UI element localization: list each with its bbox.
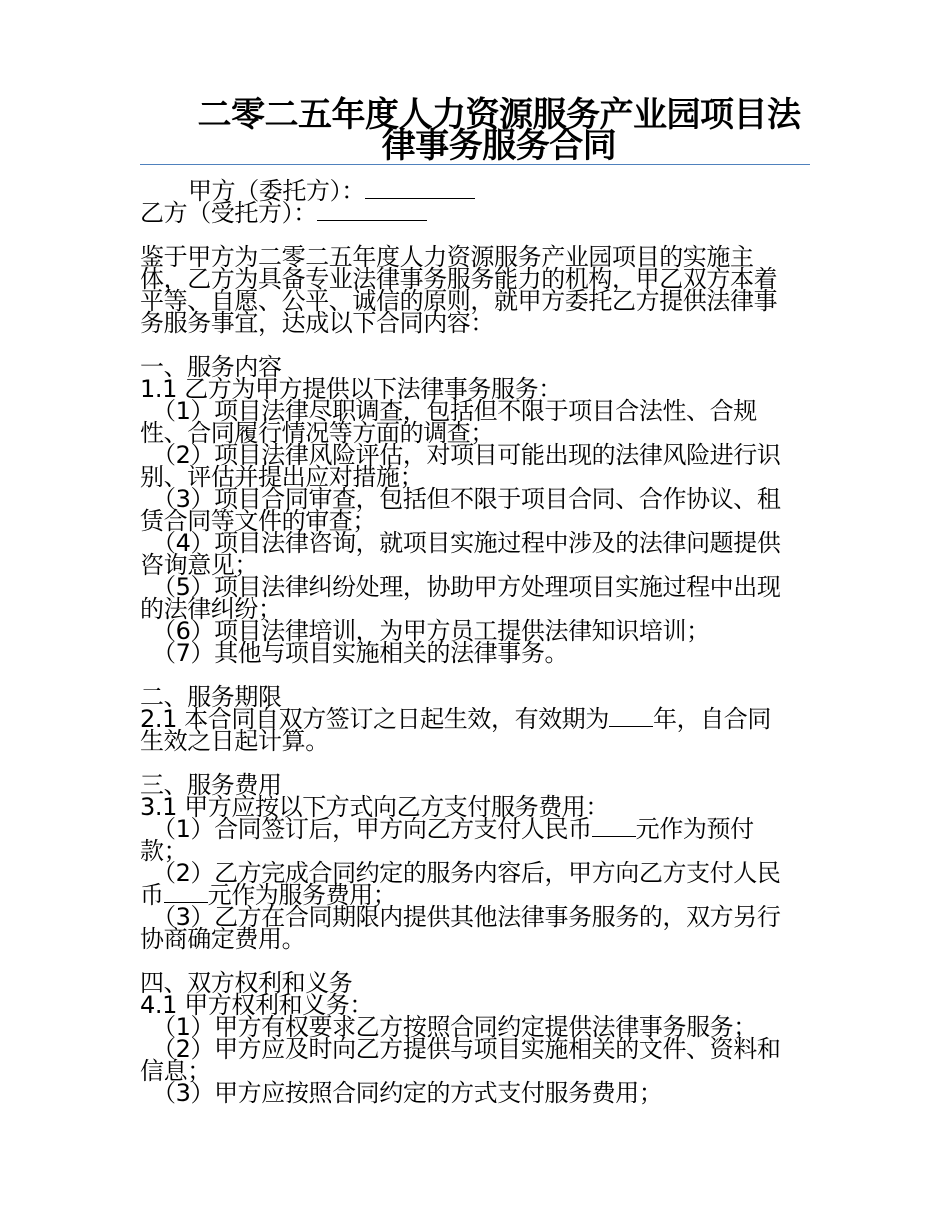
clause-text: 4.1 甲方权利和义务： [140, 991, 373, 1019]
list-item: （3）甲方应按照合同约定的方式支付服务费用； [152, 1079, 663, 1107]
document-body [140, 177, 820, 1107]
clause-fragment: 年，自合同 [653, 705, 771, 733]
preamble-line: 体，乙方为具备专业法律事务服务能力的机构，甲乙双方本着 [140, 265, 778, 293]
list-item: （2）项目法律风险评估，对项目可能出现的法律风险进行识 [152, 441, 781, 469]
list-item: （1）项目法律尽职调查，包括但不限于项目合法性、合规 [152, 397, 757, 425]
preamble-line: 鉴于甲方为二零二五年度人力资源服务产业园项目的实施主 [140, 243, 754, 271]
party-a-label: 甲方（委托方）： [188, 177, 365, 205]
item-fragment: （1）合同签订后，甲方向乙方支付人民币 [152, 815, 592, 843]
item-fragment: 元作为服务费用； [207, 881, 397, 909]
section-heading: 二、服务期限 [140, 683, 282, 711]
list-item-continued: 赁合同等文件的审查； [140, 507, 376, 535]
list-item: （4）项目法律咨询，就项目实施过程中涉及的法律问题提供 [152, 529, 781, 557]
party-a-blank [365, 198, 475, 199]
list-item-continued: 的法律纠纷； [140, 595, 282, 623]
section-heading: 一、服务内容 [140, 353, 282, 381]
prepayment-amount-blank [592, 836, 636, 837]
preamble-line: 平等、自愿、公平、诚信的原则，就甲方委托乙方提供法律事 [140, 287, 778, 315]
clause-fragment: 2.1 本合同自双方签订之日起生效，有效期为 [140, 705, 609, 733]
list-item: （7）其他与项目实施相关的法律事务。 [152, 639, 569, 667]
list-item-continued: 性、合同履行情况等方面的调查； [140, 419, 494, 447]
list-item: （3）项目合同审查，包括但不限于项目合同、合作协议、租 [152, 485, 781, 513]
document-title: 二零二五年度人力资源服务产业园项目法律事务服务合同 [197, 95, 801, 166]
clause-text: 生效之日起计算。 [140, 727, 329, 755]
item-fragment: 币 [140, 881, 164, 909]
list-item-continued: 咨询意见； [140, 551, 258, 579]
list-item: （1）甲方有权要求乙方按照合同约定提供法律事务服务； [152, 1013, 757, 1041]
party-b-label: 乙方（受托方）： [140, 199, 317, 227]
list-item: （6）项目法律培训，为甲方员工提供法律知识培训； [152, 617, 710, 645]
list-item: （5）项目法律纠纷处理，协助甲方处理项目实施过程中出现 [152, 573, 781, 601]
party-b-line [140, 199, 820, 227]
section-heading: 四、双方权利和义务 [140, 969, 353, 997]
clause-text: 1.1 乙方为甲方提供以下法律事务服务： [140, 375, 562, 403]
title-block [140, 95, 810, 166]
years-blank [609, 726, 653, 727]
list-item: （2）乙方完成合同约定的服务内容后，甲方向乙方支付人民 [152, 859, 781, 887]
list-item-continued: 款； [140, 837, 188, 865]
list-item [140, 815, 820, 843]
section-heading: 三、服务费用 [140, 771, 282, 799]
list-item-continued: 别、评估并提出应对措施； [140, 463, 424, 491]
preamble-line: 务服务事宜，达成以下合同内容： [140, 309, 494, 337]
list-item: （2）甲方应及时向乙方提供与项目实施相关的文件、资料和 [152, 1035, 781, 1063]
list-item: （3）乙方在合同期限内提供其他法律事务服务的，双方另行 [152, 903, 781, 931]
clause-text: 3.1 甲方应按以下方式向乙方支付服务费用： [140, 793, 609, 821]
item-fragment: 元作为预付 [635, 815, 754, 843]
party-b-blank [317, 220, 427, 221]
list-item-continued: 协商确定费用。 [140, 925, 306, 953]
list-item-continued: 信息； [140, 1057, 211, 1085]
